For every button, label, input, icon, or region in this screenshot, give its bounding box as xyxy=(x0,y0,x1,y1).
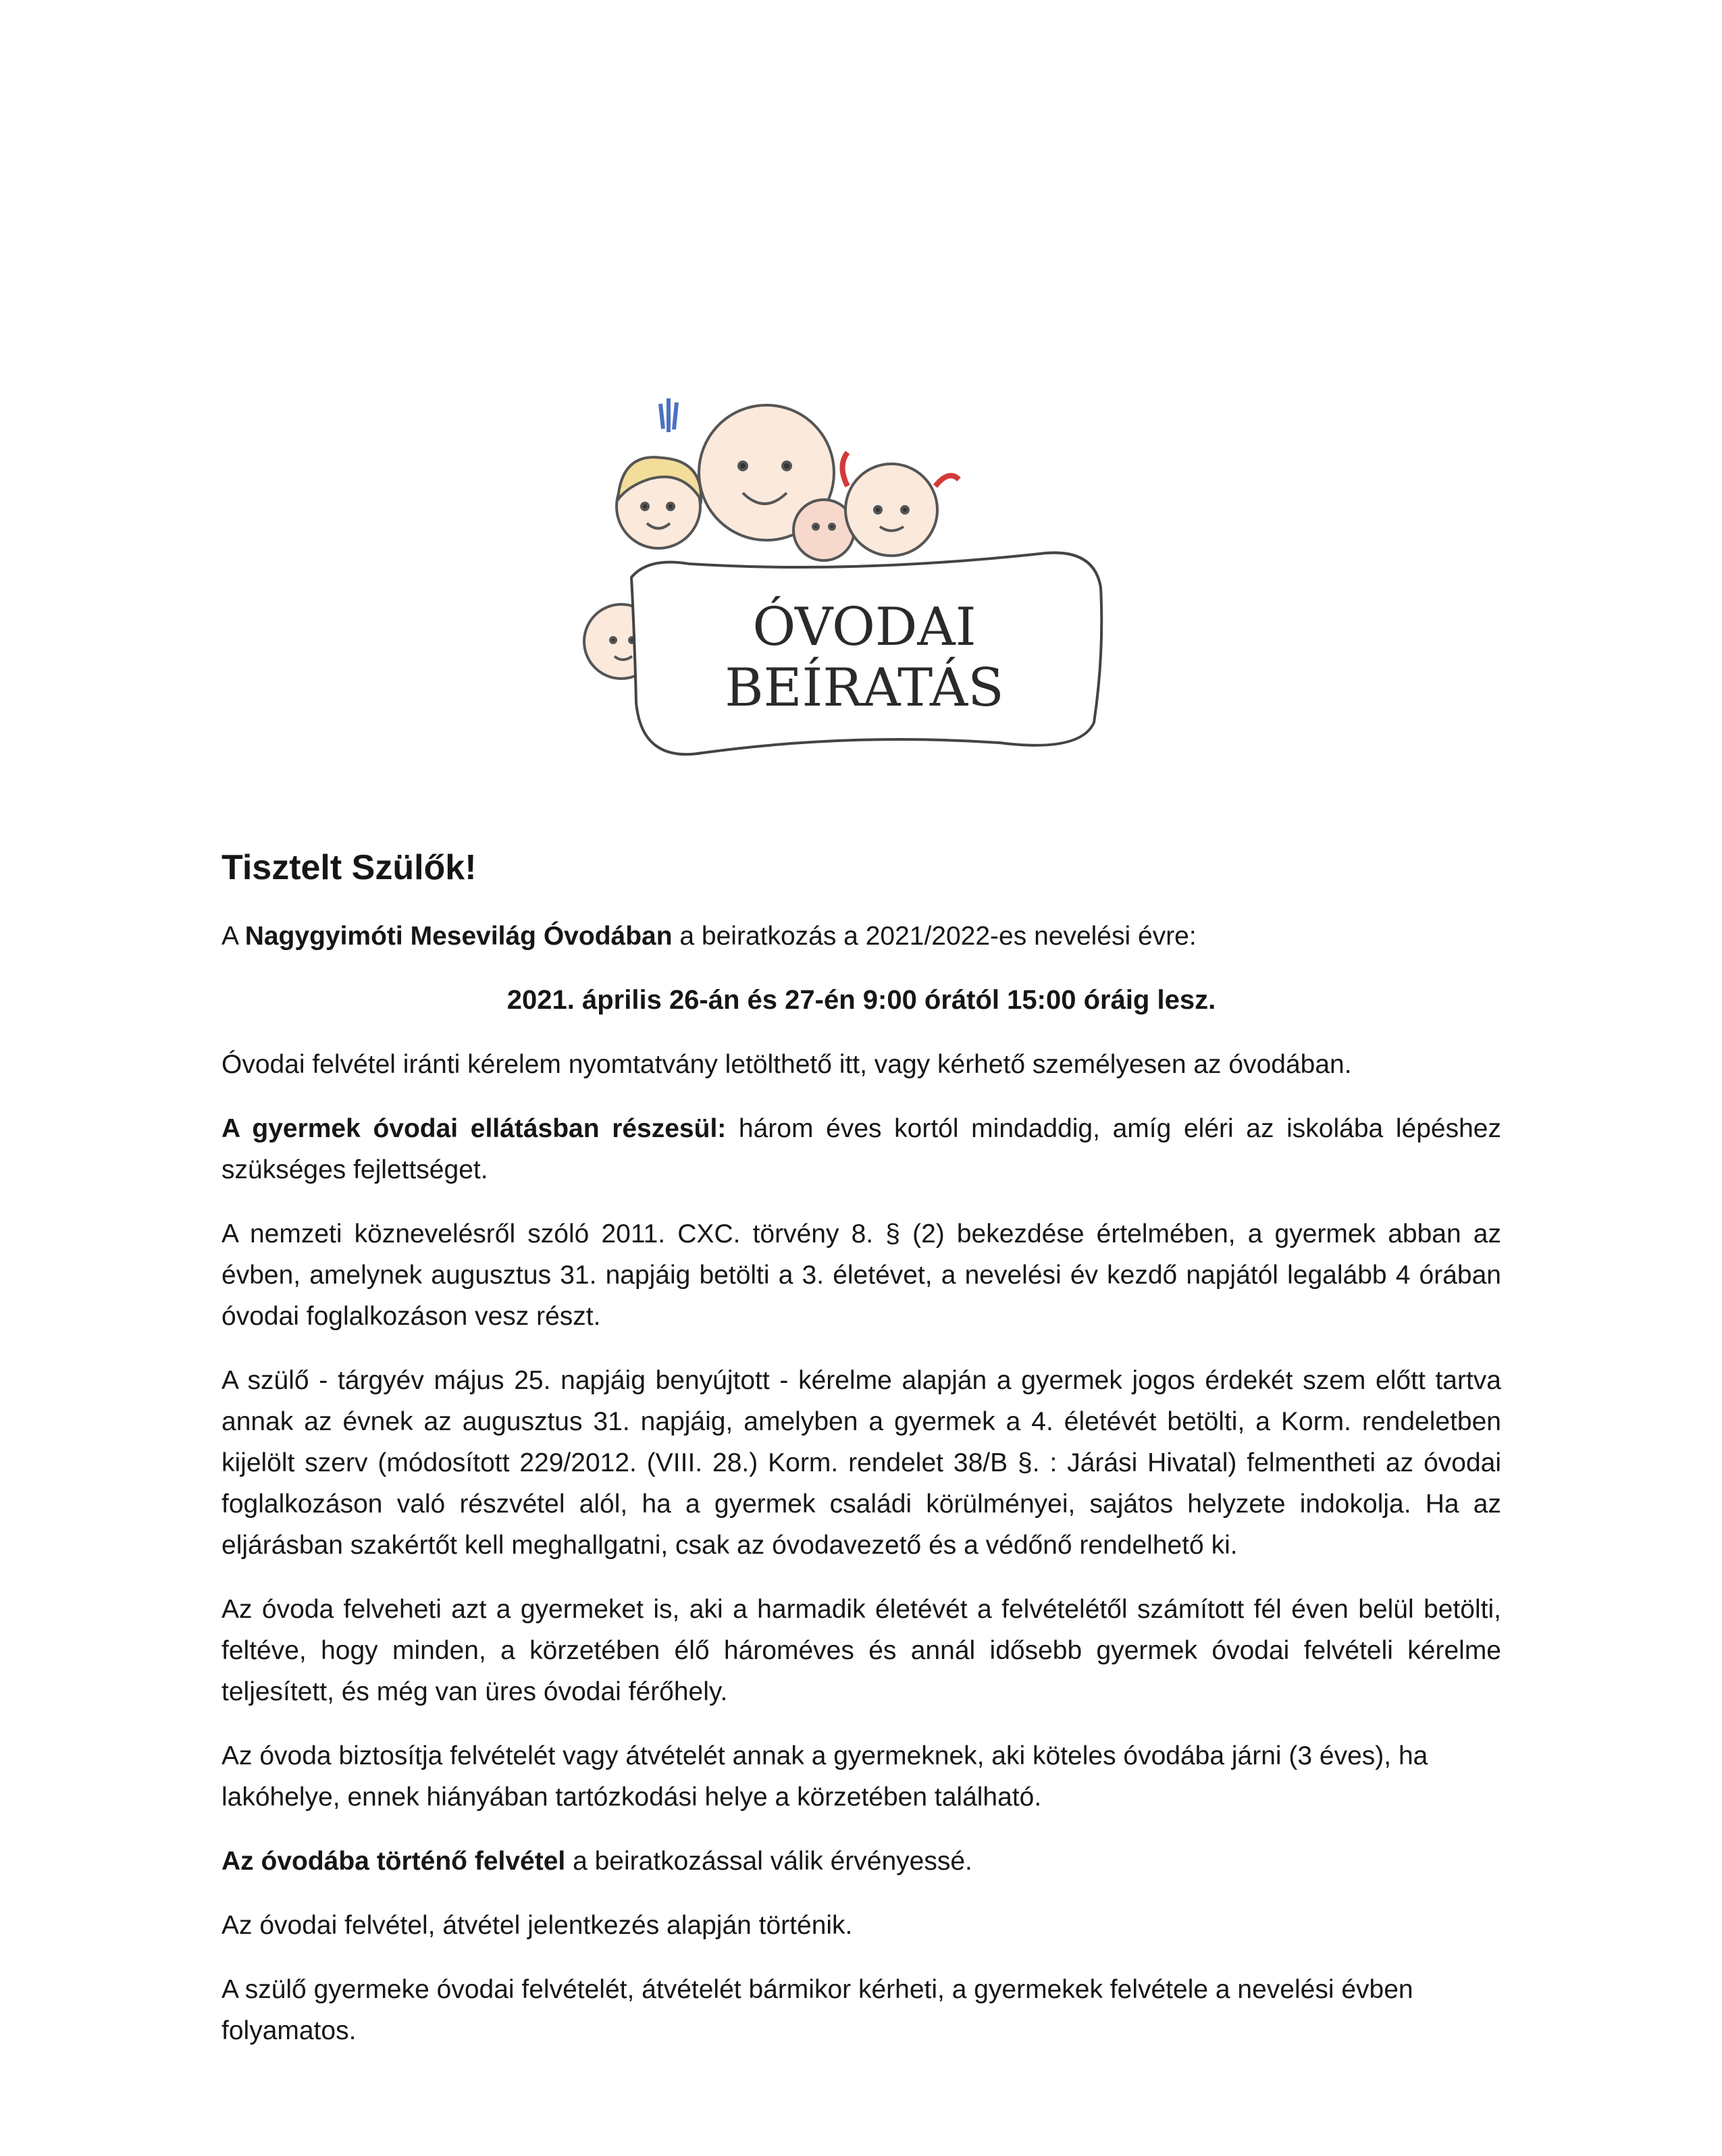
form-download-note: Óvodai felvétel iránti kérelem nyomtatvány letölthető itt, vagy kérhető személyesen az óvodában. xyxy=(221,1050,1352,1079)
kindergarten-enrollment-logo xyxy=(581,385,1121,763)
logo-title-line2: BEÍRATÁS xyxy=(725,658,1004,718)
validity-paragraph xyxy=(221,1841,1501,1882)
intro-paragraph xyxy=(221,916,1501,957)
intro-suffix: a beiratkozás a 2021/2022-es nevelési évre: xyxy=(672,922,1197,951)
greeting-heading: Tisztelt Szülők! xyxy=(221,848,477,887)
validity-text: a beiratkozással válik érvényessé. xyxy=(565,1847,972,1876)
enrollment-date: 2021. április 26-án és 27-én 9:00 órától 15:00 óráig lesz. xyxy=(506,985,1216,1015)
law-paragraph: A nemzeti köznevelésről szóló 2011. CXC. törvény 8. § (2) bekezdése értelmében, a gyermek abban az évben, amelynek augusztus 31. napjáig betölti a 3. életévet, a nevelési év kezdő napjától legalább 4 órában óvodai foglalkozáson vesz részt. xyxy=(221,1219,1501,1331)
eligibility-bold: A gyermek óvodai ellátásban részesül: xyxy=(221,1114,727,1143)
validity-bold: Az óvodába történő felvétel xyxy=(221,1847,566,1876)
eligibility-text: három éves kortól mindaddig, amíg eléri az iskolába lépéshez szükséges fejlettséget. xyxy=(221,1114,1501,1184)
eligibility-paragraph xyxy=(221,1108,1501,1190)
school-name: Nagygyimóti Mesevilág Óvodában xyxy=(244,922,673,951)
logo-title-line1: ÓVODAI xyxy=(752,597,976,658)
early-admission-paragraph: Az óvoda felveheti azt a gyermeket is, aki a harmadik életévét a felvételétől számított fél éven belül betölti, feltéve, hogy minden, a körzetében élő hároméves és annál idősebb gyermek óvodai felvételi kérelme teljesített, és még van üres óvodai férőhely. xyxy=(221,1595,1501,1706)
guarantee-paragraph: Az óvoda biztosítja felvételét vagy átvételét annak a gyermeknek, aki köteles óvodába járni (3 éves), ha lakóhelye, ennek hiányában tartózkodási helye a körzetében található. xyxy=(221,1741,1428,1812)
letter-body xyxy=(221,847,1501,2074)
exemption-paragraph: A szülő - tárgyév május 25. napjáig benyújtott - kérelme alapján a gyermek jogos érdekét szem előtt tartva annak az évnek az augusztus 31. napjáig, amelyben a gyermek a 4. életévét betölti, a Korm. rendeletben kijelölt szerv (módosított 229/2012. (VIII. 28.) Korm. rendelet 38/B §. : Járási Hivatal) felmentheti az óvodai foglalkozáson való részvétel alól, ha a gyermek családi körülményei, sajátos helyzete indokolja. Ha az eljárásban szakértőt kell meghallgatni, csak az óvodavezető és a védőnő rendelhető ki. xyxy=(221,1366,1501,1560)
intro-prefix: A xyxy=(221,922,245,951)
application-basis-paragraph: Az óvodai felvétel, átvétel jelentkezés alapján történik. xyxy=(221,1911,853,1940)
anytime-application-paragraph: A szülő gyermeke óvodai felvételét, átvételét bármikor kérheti, a gyermekek felvétele a nevelési évben folyamatos. xyxy=(221,1975,1413,2045)
